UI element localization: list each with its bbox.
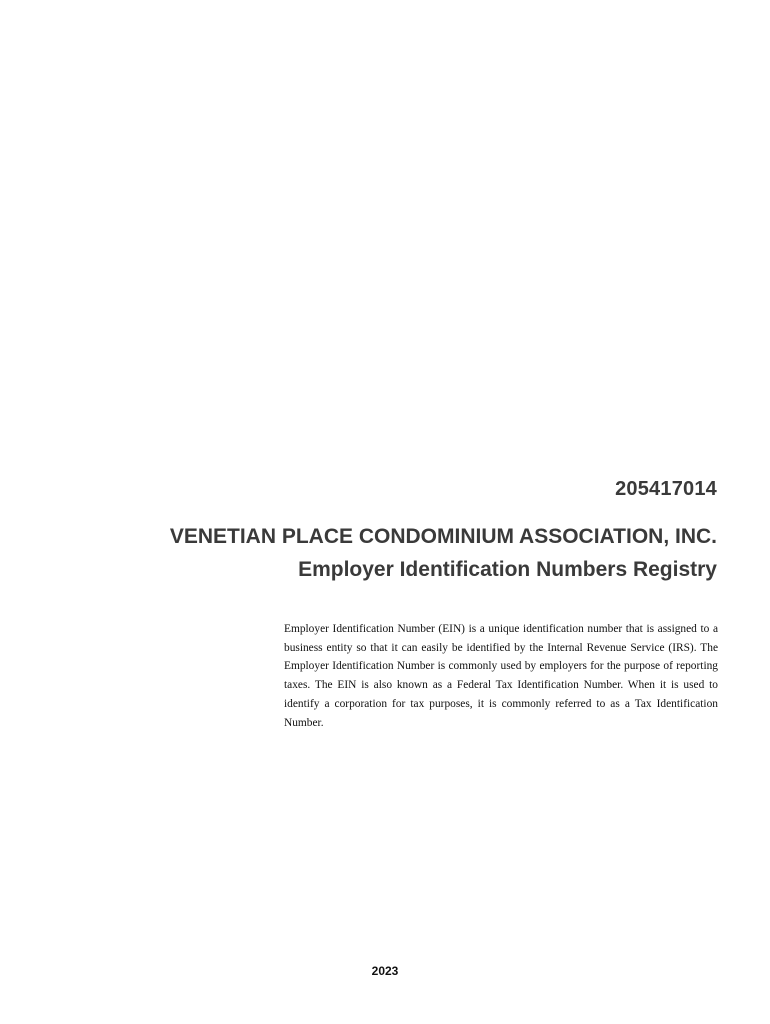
footer-year: 2023 [371, 964, 399, 978]
ein-description: Employer Identification Number (EIN) is a unique identification number that is assigned to a business entity so that it can easily be identified by the Internal Revenue Service (IRS). The Employer Identification Number is commonly used by employers for the purpose of reporting taxes. The EIN is also known as a Federal Tax Identification Number. When it is used to identify a corporation for tax purposes, it is commonly referred to as a Tax Identification Number. [284, 623, 718, 729]
organization-name: VENETIAN PLACE CONDOMINIUM ASSOCIATION, INC. [169, 525, 717, 548]
registry-title: Employer Identification Numbers Registry [298, 558, 717, 581]
ein-number: 205417014 [615, 478, 717, 500]
